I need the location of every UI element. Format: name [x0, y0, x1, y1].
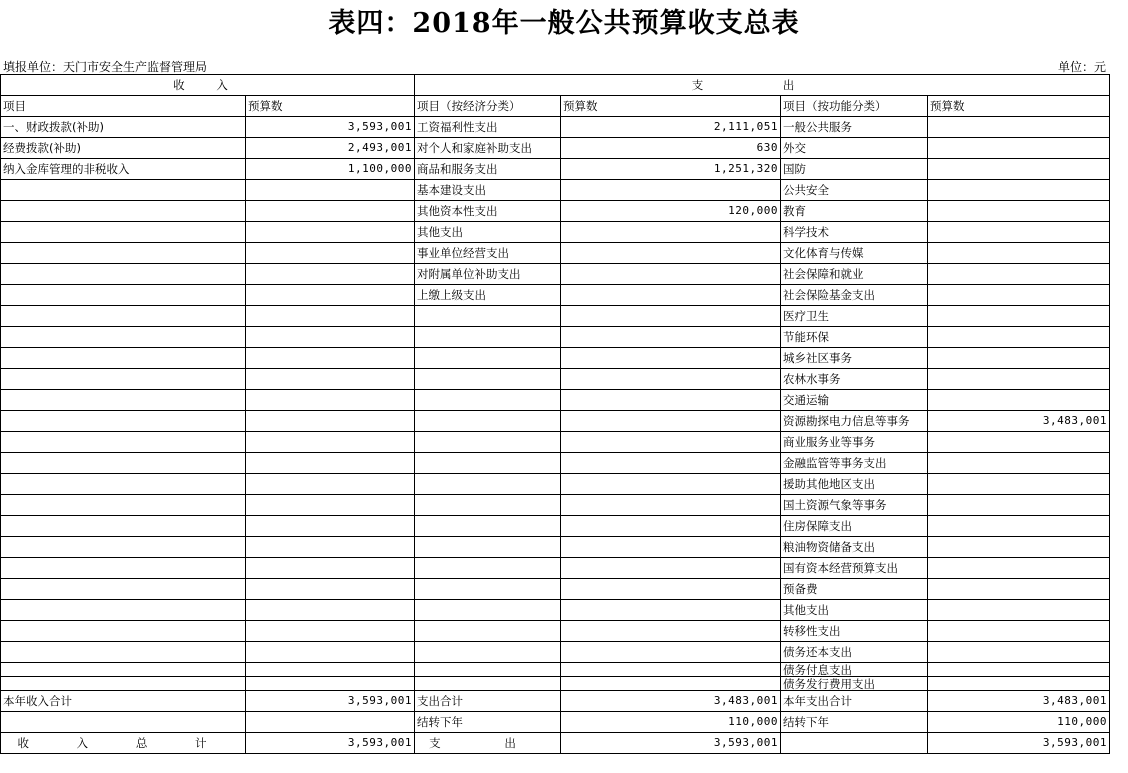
income-item [1, 474, 246, 495]
income-item [1, 285, 246, 306]
table-row [1, 558, 1110, 579]
func-item: 一般公共服务 [781, 117, 928, 138]
econ-value [561, 411, 781, 432]
grand-expense-value: 3,593,001 [561, 733, 781, 754]
func-item: 城乡社区事务 [781, 348, 928, 369]
reporting-unit: 填报单位：天门市安全生产监督管理局 [3, 60, 208, 74]
func-value [928, 677, 1110, 691]
table-row [1, 677, 1110, 691]
econ-value [561, 180, 781, 201]
income-item [1, 453, 246, 474]
func-item: 文化体育与传媒 [781, 243, 928, 264]
income-value [246, 600, 415, 621]
econ-item [415, 537, 561, 558]
func-value [928, 516, 1110, 537]
income-item [1, 516, 246, 537]
econ-item [415, 432, 561, 453]
page-title: 表四：2018年一般公共预算收支总表 [328, 8, 800, 39]
func-item: 援助其他地区支出 [781, 474, 928, 495]
func-item: 国防 [781, 159, 928, 180]
currency-unit: 单位：元 [1057, 60, 1106, 74]
econ-item [415, 369, 561, 390]
econ-item [415, 579, 561, 600]
func-item: 债务发行费用支出 [781, 677, 928, 691]
func-value [928, 642, 1110, 663]
func-value [928, 117, 1110, 138]
func-item: 医疗卫生 [781, 306, 928, 327]
func-value [928, 138, 1110, 159]
income-total-label: 本年收入合计 [1, 691, 246, 712]
grand-expense-label: 支 出 [415, 733, 561, 754]
func-item: 债务付息支出 [781, 663, 928, 677]
func-value [928, 558, 1110, 579]
func-item: 预备费 [781, 579, 928, 600]
income-value [246, 621, 415, 642]
econ-item [415, 677, 561, 691]
table-row [1, 159, 1110, 180]
econ-value [561, 474, 781, 495]
col-budget3-header: 预算数 [928, 96, 1110, 117]
func-value [928, 369, 1110, 390]
econ-item: 其他资本性支出 [415, 201, 561, 222]
income-value [246, 432, 415, 453]
func-item: 粮油物资储备支出 [781, 537, 928, 558]
func-item: 金融监管等事务支出 [781, 453, 928, 474]
func-item: 债务还本支出 [781, 642, 928, 663]
func-value [928, 222, 1110, 243]
income-item [1, 677, 246, 691]
econ-value [561, 677, 781, 691]
econ-item [415, 453, 561, 474]
table-row [1, 600, 1110, 621]
income-value [246, 663, 415, 677]
econ-item [415, 558, 561, 579]
func-value [928, 453, 1110, 474]
func-value [928, 600, 1110, 621]
income-item [1, 306, 246, 327]
econ-value [561, 453, 781, 474]
econ-value [561, 369, 781, 390]
carry-value: 110,000 [561, 712, 781, 733]
func-value [928, 495, 1110, 516]
income-value [246, 579, 415, 600]
table-row [1, 537, 1110, 558]
econ-value [561, 432, 781, 453]
func-item: 社会保险基金支出 [781, 285, 928, 306]
table-row [1, 243, 1110, 264]
header-row-columns [1, 96, 1110, 117]
econ-value [561, 579, 781, 600]
table-row [1, 579, 1110, 600]
income-item [1, 201, 246, 222]
econ-item: 工资福利性支出 [415, 117, 561, 138]
grand-func-label [781, 733, 928, 754]
col-budget2-header: 预算数 [561, 96, 781, 117]
income-value [246, 516, 415, 537]
econ-value [561, 222, 781, 243]
func-item: 科学技术 [781, 222, 928, 243]
econ-item: 事业单位经营支出 [415, 243, 561, 264]
func-value [928, 348, 1110, 369]
income-item: 一、财政拨款(补助) [1, 117, 246, 138]
income-item [1, 432, 246, 453]
table-row [1, 432, 1110, 453]
econ-value: 2,111,051 [561, 117, 781, 138]
func-carry-value: 110,000 [928, 712, 1110, 733]
func-value [928, 621, 1110, 642]
income-item [1, 180, 246, 201]
econ-value [561, 621, 781, 642]
econ-value [561, 537, 781, 558]
func-item: 转移性支出 [781, 621, 928, 642]
func-item: 教育 [781, 201, 928, 222]
grand-total-row [1, 733, 1110, 754]
econ-item [415, 411, 561, 432]
func-value [928, 579, 1110, 600]
table-row [1, 369, 1110, 390]
income-item [1, 621, 246, 642]
income-item [1, 243, 246, 264]
func-value [928, 537, 1110, 558]
budget-table [0, 74, 1110, 754]
carry-empty-2 [246, 712, 415, 733]
econ-value [561, 663, 781, 677]
grand-income-value: 3,593,001 [246, 733, 415, 754]
func-item: 节能环保 [781, 327, 928, 348]
econ-item [415, 348, 561, 369]
func-value: 3,483,001 [928, 411, 1110, 432]
income-item [1, 663, 246, 677]
income-item: 经费拨款(补助) [1, 138, 246, 159]
econ-value: 630 [561, 138, 781, 159]
func-item: 社会保障和就业 [781, 264, 928, 285]
econ-item [415, 390, 561, 411]
income-value [246, 201, 415, 222]
econ-item [415, 600, 561, 621]
econ-value [561, 642, 781, 663]
econ-item: 基本建设支出 [415, 180, 561, 201]
carry-label: 结转下年 [415, 712, 561, 733]
func-total-value: 3,483,001 [928, 691, 1110, 712]
header-row-group [1, 75, 1110, 96]
income-item [1, 558, 246, 579]
econ-value [561, 390, 781, 411]
table-row [1, 621, 1110, 642]
expense-total-value: 3,483,001 [561, 691, 781, 712]
func-value [928, 327, 1110, 348]
income-value [246, 306, 415, 327]
econ-item: 对附属单位补助支出 [415, 264, 561, 285]
func-item: 资源勘探电力信息等事务 [781, 411, 928, 432]
total-row [1, 691, 1110, 712]
func-item: 农林水事务 [781, 369, 928, 390]
table-row [1, 348, 1110, 369]
income-item [1, 327, 246, 348]
table-row [1, 474, 1110, 495]
econ-item: 对个人和家庭补助支出 [415, 138, 561, 159]
func-item: 外交 [781, 138, 928, 159]
income-item [1, 390, 246, 411]
income-value [246, 677, 415, 691]
income-value [246, 537, 415, 558]
func-item: 交通运输 [781, 390, 928, 411]
func-value [928, 159, 1110, 180]
econ-item [415, 642, 561, 663]
income-value: 2,493,001 [246, 138, 415, 159]
col-item-header: 项目 [1, 96, 246, 117]
income-value [246, 369, 415, 390]
income-item [1, 579, 246, 600]
expense-header: 支 出 [415, 75, 1110, 96]
income-value [246, 285, 415, 306]
col-budget-header: 预算数 [246, 96, 415, 117]
income-item: 纳入金库管理的非税收入 [1, 159, 246, 180]
func-item: 其他支出 [781, 600, 928, 621]
econ-item [415, 516, 561, 537]
econ-item [415, 474, 561, 495]
table-row [1, 642, 1110, 663]
income-item [1, 264, 246, 285]
table-row [1, 516, 1110, 537]
income-value [246, 411, 415, 432]
econ-value [561, 285, 781, 306]
econ-item [415, 306, 561, 327]
func-value [928, 201, 1110, 222]
table-row [1, 201, 1110, 222]
income-item [1, 348, 246, 369]
func-value [928, 663, 1110, 677]
econ-value [561, 264, 781, 285]
income-value [246, 495, 415, 516]
func-total-label: 本年支出合计 [781, 691, 928, 712]
econ-value [561, 306, 781, 327]
func-item: 住房保障支出 [781, 516, 928, 537]
income-item [1, 495, 246, 516]
income-item [1, 222, 246, 243]
income-value [246, 327, 415, 348]
econ-item [415, 327, 561, 348]
income-value: 3,593,001 [246, 117, 415, 138]
table-row [1, 663, 1110, 677]
income-item [1, 411, 246, 432]
econ-value [561, 495, 781, 516]
income-value [246, 642, 415, 663]
table-row [1, 495, 1110, 516]
table-row [1, 138, 1110, 159]
table-row [1, 285, 1110, 306]
income-header: 收 入 [1, 75, 415, 96]
econ-item: 其他支出 [415, 222, 561, 243]
income-value [246, 348, 415, 369]
econ-item [415, 663, 561, 677]
table-row [1, 453, 1110, 474]
income-value [246, 453, 415, 474]
func-value [928, 285, 1110, 306]
func-value [928, 432, 1110, 453]
table-body [1, 117, 1110, 691]
expense-total-label: 支出合计 [415, 691, 561, 712]
income-total-value: 3,593,001 [246, 691, 415, 712]
income-value [246, 558, 415, 579]
grand-income-label: 收 入 总 计 [1, 733, 246, 754]
col-func-header: 项目（按功能分类） [781, 96, 928, 117]
income-value [246, 180, 415, 201]
econ-value [561, 327, 781, 348]
func-item: 商业服务业等事务 [781, 432, 928, 453]
econ-value [561, 243, 781, 264]
econ-item [415, 621, 561, 642]
econ-value [561, 600, 781, 621]
grand-func-value: 3,593,001 [928, 733, 1110, 754]
econ-value [561, 348, 781, 369]
econ-item: 上缴上级支出 [415, 285, 561, 306]
carry-empty-1 [1, 712, 246, 733]
table-row [1, 222, 1110, 243]
econ-value [561, 558, 781, 579]
func-value [928, 180, 1110, 201]
income-item [1, 537, 246, 558]
func-value [928, 474, 1110, 495]
func-value [928, 243, 1110, 264]
table-row [1, 327, 1110, 348]
func-value [928, 264, 1110, 285]
econ-value: 1,251,320 [561, 159, 781, 180]
income-value [246, 264, 415, 285]
func-value [928, 306, 1110, 327]
col-econ-header: 项目（按经济分类） [415, 96, 561, 117]
income-value [246, 243, 415, 264]
income-value [246, 474, 415, 495]
income-value [246, 390, 415, 411]
income-item [1, 600, 246, 621]
func-item: 国土资源气象等事务 [781, 495, 928, 516]
econ-value [561, 516, 781, 537]
func-value [928, 390, 1110, 411]
income-item [1, 369, 246, 390]
table-row [1, 390, 1110, 411]
func-item: 公共安全 [781, 180, 928, 201]
income-value [246, 222, 415, 243]
func-item: 国有资本经营预算支出 [781, 558, 928, 579]
carry-row [1, 712, 1110, 733]
table-row [1, 180, 1110, 201]
table-row [1, 411, 1110, 432]
table-row [1, 306, 1110, 327]
econ-item [415, 495, 561, 516]
econ-value: 120,000 [561, 201, 781, 222]
func-carry-label: 结转下年 [781, 712, 928, 733]
table-row [1, 117, 1110, 138]
table-row [1, 264, 1110, 285]
income-item [1, 642, 246, 663]
income-value: 1,100,000 [246, 159, 415, 180]
econ-item: 商品和服务支出 [415, 159, 561, 180]
